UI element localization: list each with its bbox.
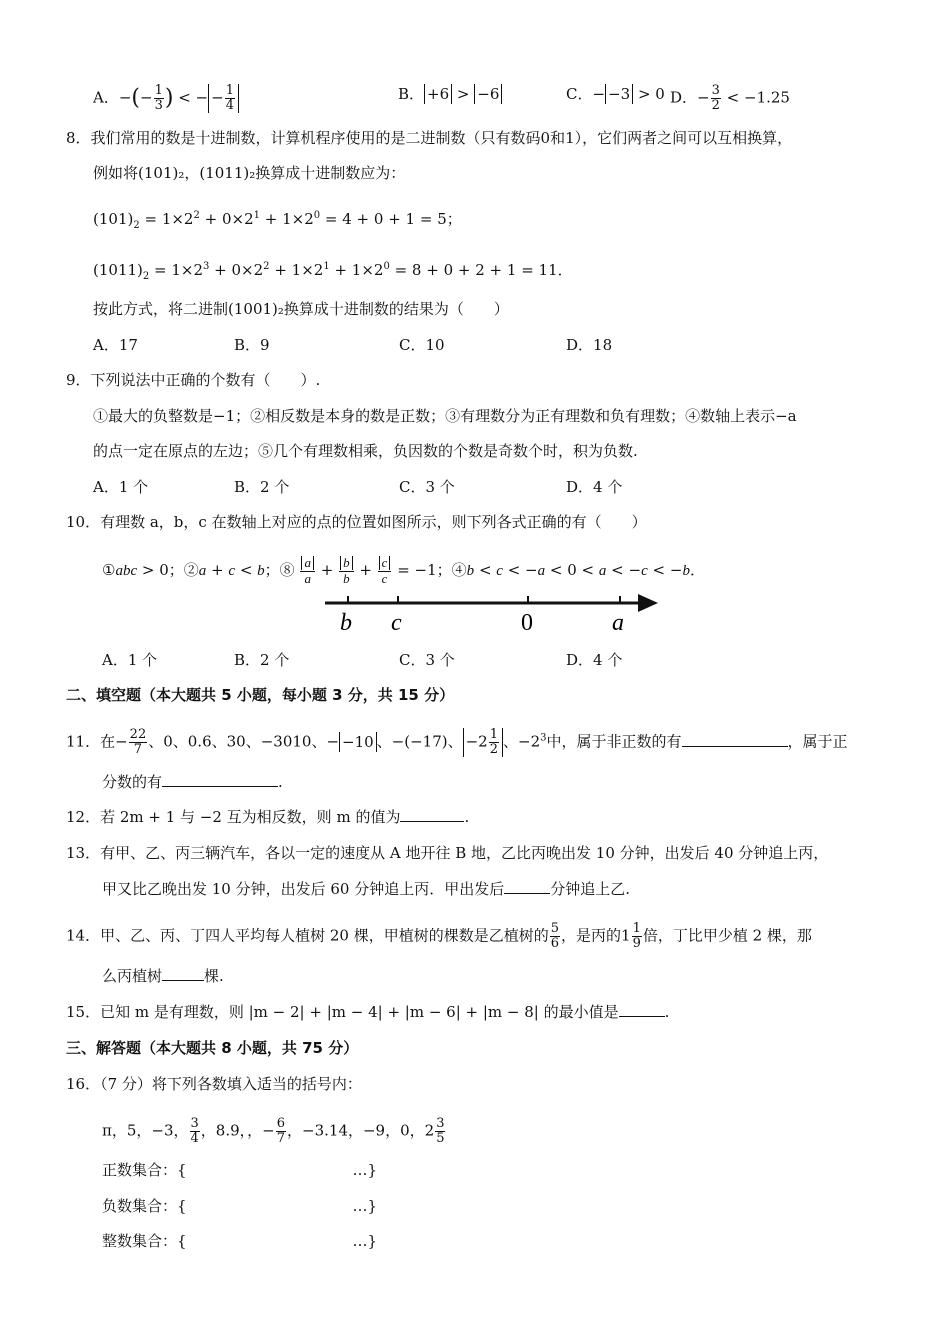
q15-end: . xyxy=(664,1003,670,1021)
q14-line1: 14．甲、乙、丙、丁四人平均每人植树 20 棵，甲植树的棵数是乙植树的 $\frac{5}{6}$ ，是丙的1 $\frac{1}{9}$ 倍，丁比甲少植 2 棵，那 xyxy=(66,921,812,951)
number-line-diagram xyxy=(320,590,680,640)
q7-option-d: D．− $\frac{3}{2}$ < −1.25 xyxy=(670,83,790,113)
q16-negative-set xyxy=(102,1196,377,1216)
q14-text-a: 14．甲、乙、丙、丁四人平均每人植树 20 棵，甲植树的棵数是乙植树的 xyxy=(66,926,549,945)
q8-option-c: C．10 xyxy=(399,336,445,354)
q8-stem-line2: 例如将(101)₂，(1011)₂换算成十进制数应为： xyxy=(93,164,406,182)
q13-line2-end: 分钟追上乙. xyxy=(550,880,631,898)
q12: 12．若 2m + 1 与 −2 互为相反数，则 m 的值为 . xyxy=(66,808,470,826)
q8-option-a: A．17 xyxy=(93,336,138,354)
q14-line2-end: 棵. xyxy=(204,967,224,985)
label-b: b xyxy=(340,610,352,636)
q10-option-d: D．4 个 xyxy=(566,651,623,669)
q9-option-d: D．4 个 xyxy=(566,478,623,496)
negative-set-end: …} xyxy=(352,1197,378,1215)
section-2-heading: 二、填空题（本大题共 5 小题，每小题 3 分，共 15 分） xyxy=(66,686,455,704)
q8-equation-2: $(1011)_2 = 1\times 2^3 + 0\times 2^2 + 1\times 2^1 + 1\times 2^0 = 8 + 0 + 2 + 1 = 11$． xyxy=(93,261,573,282)
q8-option-b: B．9 xyxy=(234,336,270,354)
label-zero: 0 xyxy=(521,610,533,636)
q7-option-c: C．− −3 > 0 xyxy=(566,85,665,103)
q14-line2 xyxy=(102,966,224,986)
q16-positive-set xyxy=(102,1160,377,1180)
q9-option-c: C．3 个 xyxy=(399,478,455,496)
q12-text: 12．若 2m + 1 与 −2 互为相反数，则 m 的值为 xyxy=(66,808,401,826)
q16-stem: 16．（7 分）将下列各数填入适当的括号内： xyxy=(66,1075,362,1093)
negative-set-label: 负数集合：{ xyxy=(102,1197,187,1215)
q13-line2 xyxy=(102,879,630,899)
q7-option-a: A．−(− $\frac{1}{3}$ ) < − − $\frac{1}{4}$ xyxy=(93,84,239,113)
q8-ask: 按此方式，将二进制(1001)₂换算成十进制数的结果为（ ） xyxy=(93,300,509,318)
q10-option-b: B．2 个 xyxy=(234,651,290,669)
q11-prefix: 11．在 xyxy=(66,732,116,751)
positive-set-end: …} xyxy=(352,1161,378,1179)
q11-line2-text: 分数的有 xyxy=(102,773,163,791)
integer-set-label: 整数集合：{ xyxy=(102,1232,187,1250)
q16-numbers: π，5，−3， $\frac{3}{4}$ ，8.9，，− $\frac{6}{7}$ ，−3.14，−9，0，2 $\frac{3}{5}$ xyxy=(102,1116,445,1146)
q10-statements: ①abc > 0；②a + c < b；⑧ $\frac{a}{a}$ + $\frac{b}{b}$ + $\frac{c}{c}$ = −1；④b < c < −a < 0 < a < −c < −b． xyxy=(102,555,705,586)
q15-text: 15．已知 m 是有理数，则 |m − 2| + |m − 4| + |m − 6| + |m − 8| 的最小值是 xyxy=(66,1003,619,1021)
label-a: a xyxy=(612,610,624,636)
q11-end: . xyxy=(278,773,283,791)
q10-option-a: A．1 个 xyxy=(102,651,158,669)
q8-option-d: D．18 xyxy=(566,336,613,354)
label-c: c xyxy=(391,610,402,636)
q14-text-c: 倍，丁比甲少植 2 棵，那 xyxy=(642,926,812,945)
section-3-heading: 三、解答题（本大题共 8 小题，共 75 分） xyxy=(66,1039,359,1057)
q11-suffix: ，属于正 xyxy=(787,732,848,751)
q9-option-b: B．2 个 xyxy=(234,478,290,496)
q9-line2: 的点一定在原点的左边；⑤几个有理数相乘，负因数的个数是奇数个时，积为负数. xyxy=(93,442,638,460)
q11-line1: 11．在− $\frac{22}{7}$ 、0、0.6、30、−3010、− −10 、−(−17)、 −2 $\frac{1}{2}$ 、$-2^3$中，属于非正数的有 ，属于正 xyxy=(66,727,848,757)
q9-option-a: A．1 个 xyxy=(93,478,149,496)
q11-line2 xyxy=(102,772,283,792)
q7-option-b: B． +6 > −6 xyxy=(398,84,502,104)
integer-set-end: …} xyxy=(352,1232,378,1250)
q8-equation-1: $(101)_2 = 1\times 2^2 + 0\times 2^1 + 1\times 2^0 = 4 + 0 + 1 = 5$； xyxy=(93,210,462,231)
q10-stem: 10．有理数 a，b，c 在数轴上对应的点的位置如图所示，则下列各式正确的有（ ） xyxy=(66,513,647,531)
q13-line1: 13．有甲、乙、丙三辆汽车，各以一定的速度从 A 地开往 B 地，乙比丙晚出发 10 分钟，出发后 40 分钟追上丙， xyxy=(66,844,829,862)
q9-stem: 9．下列说法中正确的个数有（ ）. xyxy=(66,371,321,389)
q16-integer-set xyxy=(102,1231,377,1251)
q14-text-b: ，是丙的 xyxy=(561,926,622,945)
q9-line1: ①最大的负整数是−1；②相反数是本身的数是正数；③有理数分为正有理数和负有理数；④数轴上表示−a xyxy=(93,407,797,425)
number-line-arrow xyxy=(638,594,658,612)
q13-line2-text: 甲又比乙晚出发 10 分钟，出发后 60 分钟追上丙．甲出发后 xyxy=(102,880,505,898)
positive-set-label: 正数集合：{ xyxy=(102,1161,187,1179)
q15 xyxy=(66,1002,669,1022)
q8-stem-line1: 8．我们常用的数是十进制数，计算机程序使用的是二进制数（只有数码0和1），它们两者之间可以互相换算， xyxy=(66,129,793,147)
q10-option-c: C．3 个 xyxy=(399,651,455,669)
q14-line2-text: 么丙植树 xyxy=(102,967,163,985)
q11-mid: 中，属于非正数的有 xyxy=(546,732,682,751)
